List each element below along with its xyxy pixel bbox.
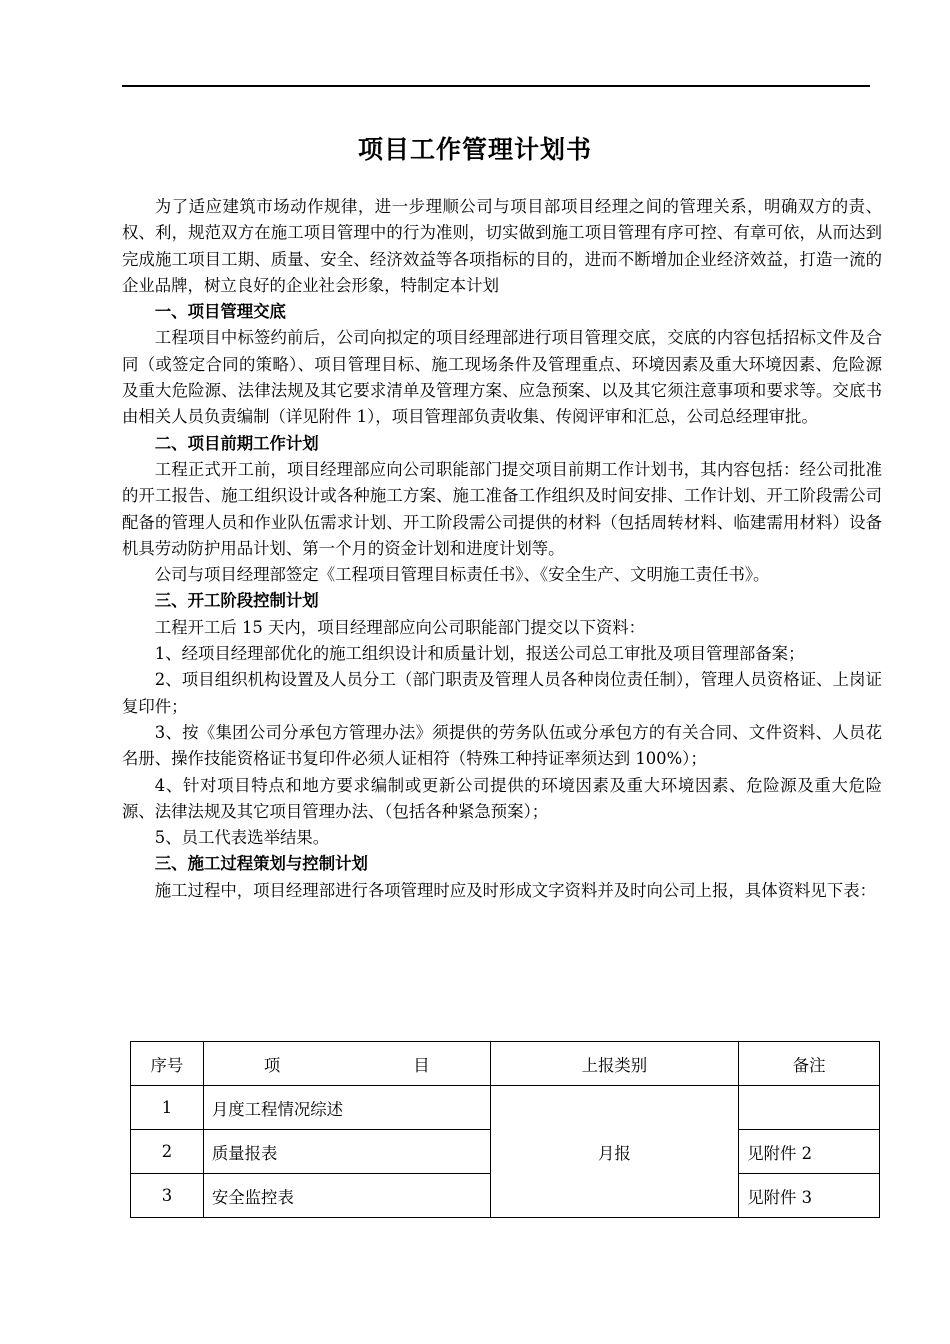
- list-item: 4、针对项目特点和地方要求编制或更新公司提供的环境因素及重大环境因素、危险源及重大危险源、法律法规及其它项目管理办法、（包括各种紧急预案）；: [122, 775, 882, 821]
- section-heading-startup: 三、开工阶段控制计划: [154, 591, 319, 611]
- section-heading-process: 三、施工过程策划与控制计划: [154, 854, 368, 874]
- table-row: [131, 1086, 880, 1130]
- paragraph: 公司与项目经理部签定《工程项目管理目标责任书》、《安全生产、文明施工责任书》。: [154, 565, 770, 585]
- header-item-b: 目: [413, 1055, 430, 1075]
- paragraph: 工程项目中标签约前后，公司向拟定的项目经理部进行项目管理交底，交底的内容包括招标文件及合同（或签定合同的策略）、项目管理目标、施工现场条件及管理重点、环境因素及重大环境因素、危险源及重大危险源、法律法规及其它要求清单及管理方案、应急预案、以及其它须注意事项和要求等。交底书由相关人员负责编制（详见附件 1），项目管理部负责收集、传阅评审和汇总，公司总经理审批。: [122, 328, 882, 427]
- document-title: 项目工作管理计划书: [357, 135, 592, 164]
- paragraph: 工程开工后 15 天内，项目经理部应向公司职能部门提交以下资料：: [154, 617, 646, 637]
- list-item: 5、员工代表选举结果。: [154, 828, 330, 848]
- cell-item: 安全监控表: [203, 1174, 490, 1218]
- intro-paragraph: 为了适应建筑市场动作规律，进一步理顺公司与项目部项目经理之间的管理关系，明确双方的责、权、利，规范双方在施工项目管理中的行为准则，切实做到施工项目管理有序可控、有章可依，从而达到完成施工项目工期、质量、安全、经济效益等各项指标的目的，进而不断增加企业经济效益，打造一流的企业品牌，树立良好的企业社会形象，特制定本计划: [122, 197, 882, 295]
- header-item: [203, 1042, 490, 1086]
- cell-type-merged: 月报: [490, 1086, 739, 1218]
- cell-no: 1: [131, 1086, 204, 1130]
- cell-item: 质量报表: [203, 1130, 490, 1174]
- header-type: 上报类别: [490, 1042, 739, 1086]
- list-item: 1、经项目经理部优化的施工组织设计和质量计划，报送公司总工审批及项目管理部备案；: [154, 644, 805, 664]
- paragraph: 施工过程中，项目经理部进行各项管理时应及时形成文字资料并及时向公司上报，具体资料见下表：: [154, 880, 876, 900]
- section-heading-handover: 一、项目管理交底: [154, 302, 286, 322]
- report-table: [130, 1041, 880, 1218]
- cell-note: 见附件 3: [739, 1174, 880, 1218]
- paragraph: 工程正式开工前，项目经理部应向公司职能部门提交项目前期工作计划书，其内容包括：经公司批准的开工报告、施工组织设计或各种施工方案、施工准备工作组织及时间安排、工作计划、开工阶段需公司配备的管理人员和作业队伍需求计划、开工阶段需公司提供的材料（包括周转材料、临建需用材料）设备机具劳动防护用品计划、第一个月的资金计划和进度计划等。: [122, 459, 882, 558]
- table-header-row: [131, 1042, 880, 1086]
- header-item-a: 项: [263, 1055, 281, 1075]
- cell-no: 3: [131, 1174, 204, 1218]
- cell-no: 2: [131, 1130, 204, 1174]
- header-no: 序号: [131, 1042, 204, 1086]
- cell-note: 见附件 2: [739, 1130, 880, 1174]
- list-item: 3、按《集团公司分承包方管理办法》须提供的劳务队伍或分承包方的有关合同、文件资料、人员花名册、操作技能资格证书复印件必须人证相符（特殊工种持证率须达到 100%）；: [122, 722, 882, 769]
- section-heading-prework: 二、项目前期工作计划: [154, 433, 319, 453]
- header-rule: [122, 85, 870, 87]
- cell-note: [739, 1086, 880, 1130]
- list-item: 2、项目组织机构设置及人员分工（部门职责及管理人员各种岗位责任制），管理人员资格证、上岗证复印件；: [122, 670, 882, 716]
- cell-item: 月度工程情况综述: [203, 1086, 490, 1130]
- document-body: [122, 194, 882, 904]
- header-note: 备注: [739, 1042, 880, 1086]
